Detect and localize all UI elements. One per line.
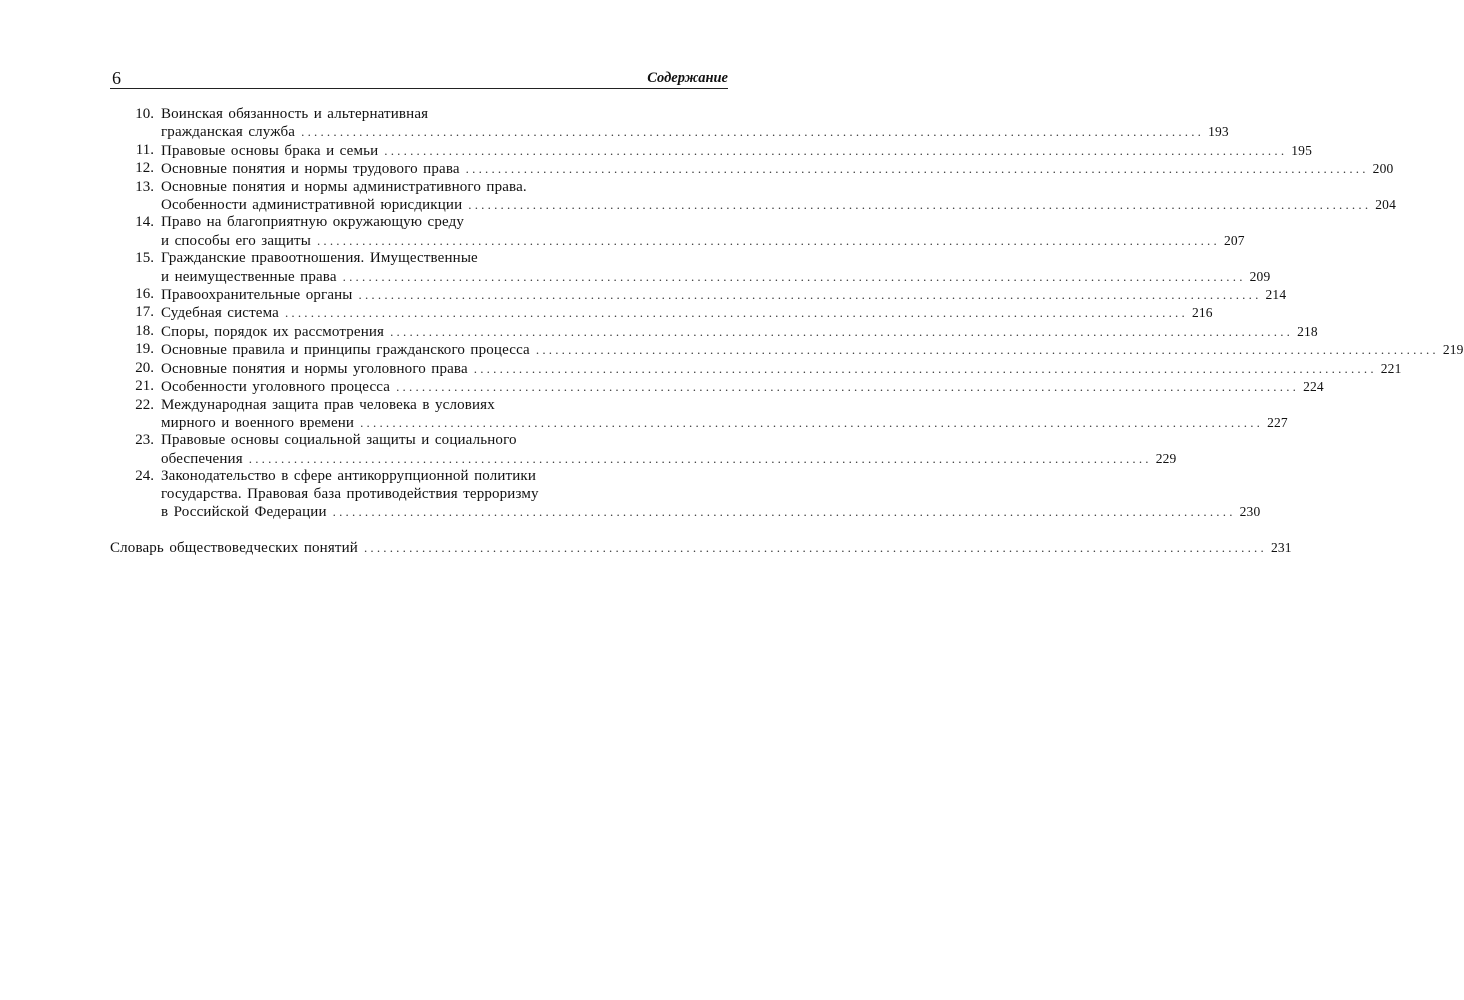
toc-entry[interactable] [110, 304, 1213, 322]
dot-leader: ............................................................................................................................................ [384, 142, 1288, 158]
toc-entry-number: 10. [135, 106, 154, 122]
toc-entry-title: Основные понятия и нормы административного права. [161, 178, 527, 195]
toc-entry-title: Воинская обязанность и альтернативная [161, 106, 429, 122]
toc-entry-title: Основные понятия и нормы трудового права [161, 161, 460, 178]
toc-entry-page: 218 [1297, 323, 1318, 339]
dot-leader: ............................................................................................................................................ [358, 287, 1262, 303]
toc-entry-page: 216 [1191, 305, 1213, 321]
toc-entry-number: 23. [135, 432, 154, 449]
toc-entry-page: 207 [1223, 232, 1245, 248]
toc-entry-line [161, 432, 728, 449]
toc-entry-title: Особенности уголовного процесса [161, 379, 391, 396]
dot-leader: ............................................................................................................................................ [390, 323, 1294, 339]
toc-entry-title: Правовые основы брака и семьи [161, 142, 379, 159]
toc-entry-line [161, 286, 1287, 304]
toc-entry[interactable] [110, 322, 1318, 341]
toc-entry-page: 224 [1303, 379, 1324, 395]
toc-entry-number: 19. [135, 341, 154, 358]
toc-entry-page: 231 [1270, 540, 1292, 556]
toc-entry-title: и способы его защиты [161, 232, 311, 249]
section-title: Содержание [647, 70, 728, 86]
toc-entry[interactable] [110, 341, 1464, 359]
toc-entry-title: Особенности административной юрисдикции [161, 197, 463, 214]
toc-entry-number: 20. [135, 359, 154, 376]
toc-entry-line [161, 268, 1271, 286]
toc-entry-page: 204 [1375, 197, 1396, 213]
dot-leader: ............................................................................................................................................ [363, 540, 1267, 556]
running-head [110, 68, 728, 89]
toc-entry-line [161, 196, 1396, 214]
dot-leader: ............................................................................................................................................ [316, 232, 1220, 248]
toc-entry-line [161, 179, 728, 196]
toc-entry-line [161, 160, 1394, 178]
toc-entry-title: Словарь обществоведческих понятий [110, 540, 358, 557]
toc-entry-page: 227 [1267, 414, 1288, 430]
toc-entry-title: мирного и военного времени [161, 414, 355, 431]
page-number: 6 [112, 68, 121, 88]
toc-page [110, 68, 1464, 558]
toc-entry-number: 15. [135, 250, 154, 267]
toc-entry-title: гражданская служба [161, 124, 296, 141]
toc-entry-title: государства. Правовая база противодействия терроризму [161, 485, 539, 502]
toc-entry-title: Правоохранительные органы [161, 287, 353, 304]
toc-entry-title: Гражданские правоотношения. Имущественные [161, 250, 478, 267]
dot-leader: ............................................................................................................................................ [396, 379, 1300, 395]
toc-entry[interactable] [110, 106, 1229, 142]
dot-leader: ............................................................................................................................................ [284, 305, 1188, 321]
toc-entry-title: Международная защита прав человека в условиях [161, 396, 495, 413]
toc-entry-page: 219 [1442, 342, 1464, 358]
toc-entry-line [161, 250, 728, 267]
toc-entry-page: 221 [1380, 360, 1402, 376]
toc-entry[interactable] [110, 160, 1394, 178]
toc-entry[interactable] [110, 359, 1402, 378]
toc-entry-number: 24. [135, 468, 154, 485]
toc-entry-title: Право на благоприятную окружающую среду [161, 214, 465, 231]
toc-entry-title: Споры, порядок их рассмотрения [161, 323, 385, 340]
toc-entry-line [161, 414, 1288, 432]
toc-entry-number: 11. [135, 141, 154, 158]
toc-entry-line [161, 450, 1177, 468]
toc-entry-number: 12. [135, 160, 154, 177]
toc-entry[interactable] [110, 286, 1287, 304]
toc-entry-line [161, 106, 728, 123]
toc-entry[interactable] [110, 250, 1271, 286]
toc-entry-page: 214 [1265, 287, 1287, 303]
toc-entry-page: 200 [1372, 161, 1394, 177]
dot-leader: ............................................................................................................................................ [301, 124, 1205, 140]
toc-entry-number: 14. [135, 214, 154, 231]
dot-leader: ............................................................................................................................................ [360, 414, 1264, 430]
toc-entry[interactable] [110, 178, 1396, 215]
toc-entry-title: Судебная система [161, 305, 279, 322]
toc-entry-line [161, 304, 1213, 322]
toc-entry-line [161, 360, 1402, 378]
toc-entry-title: Законодательство в сфере антикоррупционной политики [161, 468, 537, 485]
toc-entry[interactable] [110, 468, 1261, 521]
toc-entry-line [161, 397, 728, 414]
toc-entry-line [161, 323, 1318, 341]
toc-entry-title: обеспечения [161, 450, 243, 467]
toc-entry[interactable] [110, 432, 1177, 468]
toc-entry-line [161, 214, 728, 231]
toc-entry-line [161, 486, 728, 503]
dot-leader: ............................................................................................................................................ [465, 161, 1369, 177]
toc-entry-line [161, 232, 1245, 250]
toc-entry-number: 17. [135, 304, 154, 321]
toc-entry-page: 193 [1208, 124, 1229, 140]
dot-leader: ............................................................................................................................................ [468, 197, 1372, 213]
toc-entry-line [161, 378, 1324, 396]
toc-entry-line [161, 123, 1229, 141]
toc-entry-page: 195 [1291, 142, 1312, 158]
toc-entry[interactable] [110, 141, 1312, 160]
toc-entry[interactable] [110, 396, 1288, 433]
toc-entry-title: Правовые основы социальной защиты и социального [161, 432, 517, 449]
toc-entry[interactable] [110, 378, 1324, 396]
dot-leader: ............................................................................................................................................ [473, 360, 1377, 376]
dot-leader: ............................................................................................................................................ [535, 342, 1439, 358]
toc-entry[interactable] [110, 214, 1245, 250]
toc-entry-number: 18. [135, 322, 154, 339]
toc-entry-number: 16. [135, 286, 154, 303]
toc-entry-line [161, 503, 1261, 521]
toc-entry-page: 209 [1249, 268, 1271, 284]
toc-entry-number: 22. [135, 396, 154, 413]
toc-entry-title: Основные правила и принципы гражданского процесса [161, 342, 530, 359]
toc-entry-number: 13. [135, 178, 154, 195]
table-of-contents [110, 106, 1464, 521]
toc-entry-glossary[interactable] [110, 539, 1292, 557]
toc-entry-title: в Российской Федерации [161, 503, 327, 520]
toc-entry-title: и неимущественные права [161, 268, 337, 285]
dot-leader: ............................................................................................................................................ [342, 268, 1246, 284]
toc-entry-title: Основные понятия и нормы уголовного права [161, 360, 468, 377]
dot-leader: ............................................................................................................................................ [332, 503, 1236, 519]
dot-leader: ............................................................................................................................................ [248, 450, 1152, 466]
toc-entry-line [161, 468, 728, 485]
toc-entry-page: 230 [1239, 503, 1261, 519]
toc-entry-number: 21. [135, 378, 154, 395]
toc-entry-line [161, 341, 1464, 359]
toc-entry-line [161, 142, 1312, 160]
toc-entry-page: 229 [1155, 450, 1177, 466]
